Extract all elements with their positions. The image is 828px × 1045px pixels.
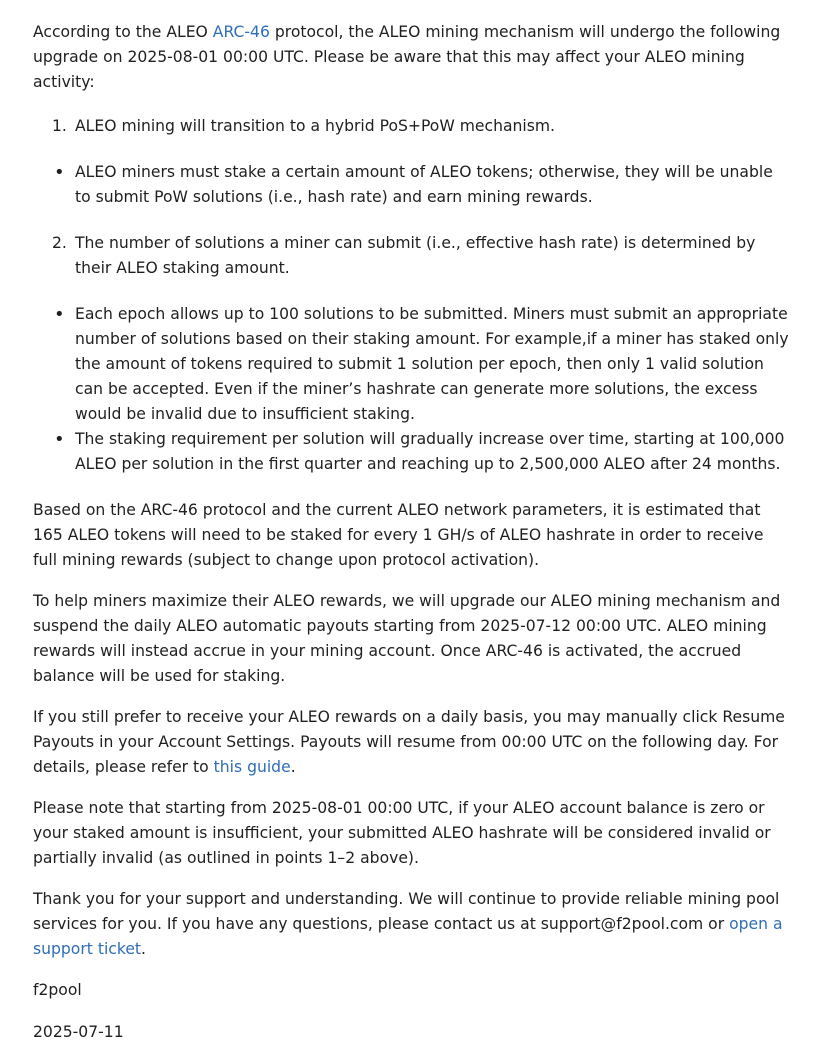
bullet-icon: • <box>54 304 65 325</box>
thanks-paragraph <box>33 887 792 962</box>
bullet-item-1 <box>33 160 792 210</box>
bullet-item-2 <box>33 302 792 427</box>
thanks-text-end: . <box>141 940 146 958</box>
support-ticket-link[interactable]: open a support ticket <box>33 915 783 958</box>
estimate-paragraph: Based on the ARC-46 protocol and the current ALEO network parameters, it is estimated that 165 ALEO tokens will need to be staked for every 1 GH/s of ALEO hashrate in order to receive full mining rewards (subject to change upon protocol activation). <box>33 501 764 569</box>
bullet-icon: • <box>54 162 65 183</box>
list-marker-1: 1. <box>52 117 67 135</box>
intro-paragraph <box>33 20 792 95</box>
bullet-icon: • <box>54 429 65 450</box>
thanks-text: Thank you for your support and understanding. We will continue to provide reliable mining pool services for you. If you have any questions, please contact us at support@f2pool.com or <box>33 890 780 933</box>
list-marker-2: 2. <box>52 234 67 252</box>
upgrade-paragraph: To help miners maximize their ALEO rewards, we will upgrade our ALEO mining mechanism and suspend the daily ALEO automatic payouts starting from 2025-07-12 00:00 UTC. ALEO mining rewards will instead accrue in your mining account. Once ARC-46 is activated, the accrued balance will be used for staking. <box>33 592 781 685</box>
daily-payout-text-end: . <box>290 758 296 776</box>
bullet-item-3 <box>33 427 792 477</box>
intro-text-end: protocol, the ALEO mining mechanism will undergo the following upgrade on 2025-08-01 00:00 UTC. Please be aware that this may affect your ALEO mining activity: <box>33 23 781 91</box>
bullet-item-2-text: Each epoch allows up to 100 solutions to be submitted. Miners must submit an appropriate number of solutions based on their staking amount. For example,if a miner has staked only the amount of tokens required to submit 1 solution per epoch, then only 1 valid solution can be accepted. Even if the miner’s hashrate can generate more solutions, the excess would be invalid due to insufficient staking. <box>75 305 789 423</box>
intro-text-start: According to the ALEO <box>33 23 213 41</box>
guide-link[interactable]: this guide <box>213 758 291 776</box>
date: 2025-07-11 <box>33 1023 124 1041</box>
bullet-item-1-text: ALEO miners must stake a certain amount of ALEO tokens; otherwise, they will be unable to submit PoW solutions (i.e., hash rate) and earn mining rewards. <box>75 163 773 206</box>
list-item-2 <box>33 231 792 281</box>
signature: f2pool <box>33 981 82 999</box>
list-item-2-text: The number of solutions a miner can submit (i.e., effective hash rate) is determined by their ALEO staking amount. <box>75 234 756 277</box>
bullet-item-3-text: The staking requirement per solution will gradually increase over time, starting at 100,000 ALEO per solution in the first quarter and reaching up to 2,500,000 ALEO after 24 months. <box>75 430 785 473</box>
daily-payout-text: If you still prefer to receive your ALEO rewards on a daily basis, you may manually click Resume Payouts in your Account Settings. Payouts will resume from 00:00 UTC on the following day. For details, please refer to <box>33 708 785 776</box>
note-paragraph: Please note that starting from 2025-08-01 00:00 UTC, if your ALEO account balance is zero or your staked amount is insufficient, your submitted ALEO hashrate will be considered invalid or partially invalid (as outlined in points 1–2 above). <box>33 799 771 867</box>
list-item-1-text: ALEO mining will transition to a hybrid PoS+PoW mechanism. <box>75 117 556 135</box>
daily-payout-paragraph <box>33 705 792 780</box>
list-item-1 <box>33 114 792 139</box>
arc-46-link[interactable]: ARC-46 <box>212 23 270 41</box>
